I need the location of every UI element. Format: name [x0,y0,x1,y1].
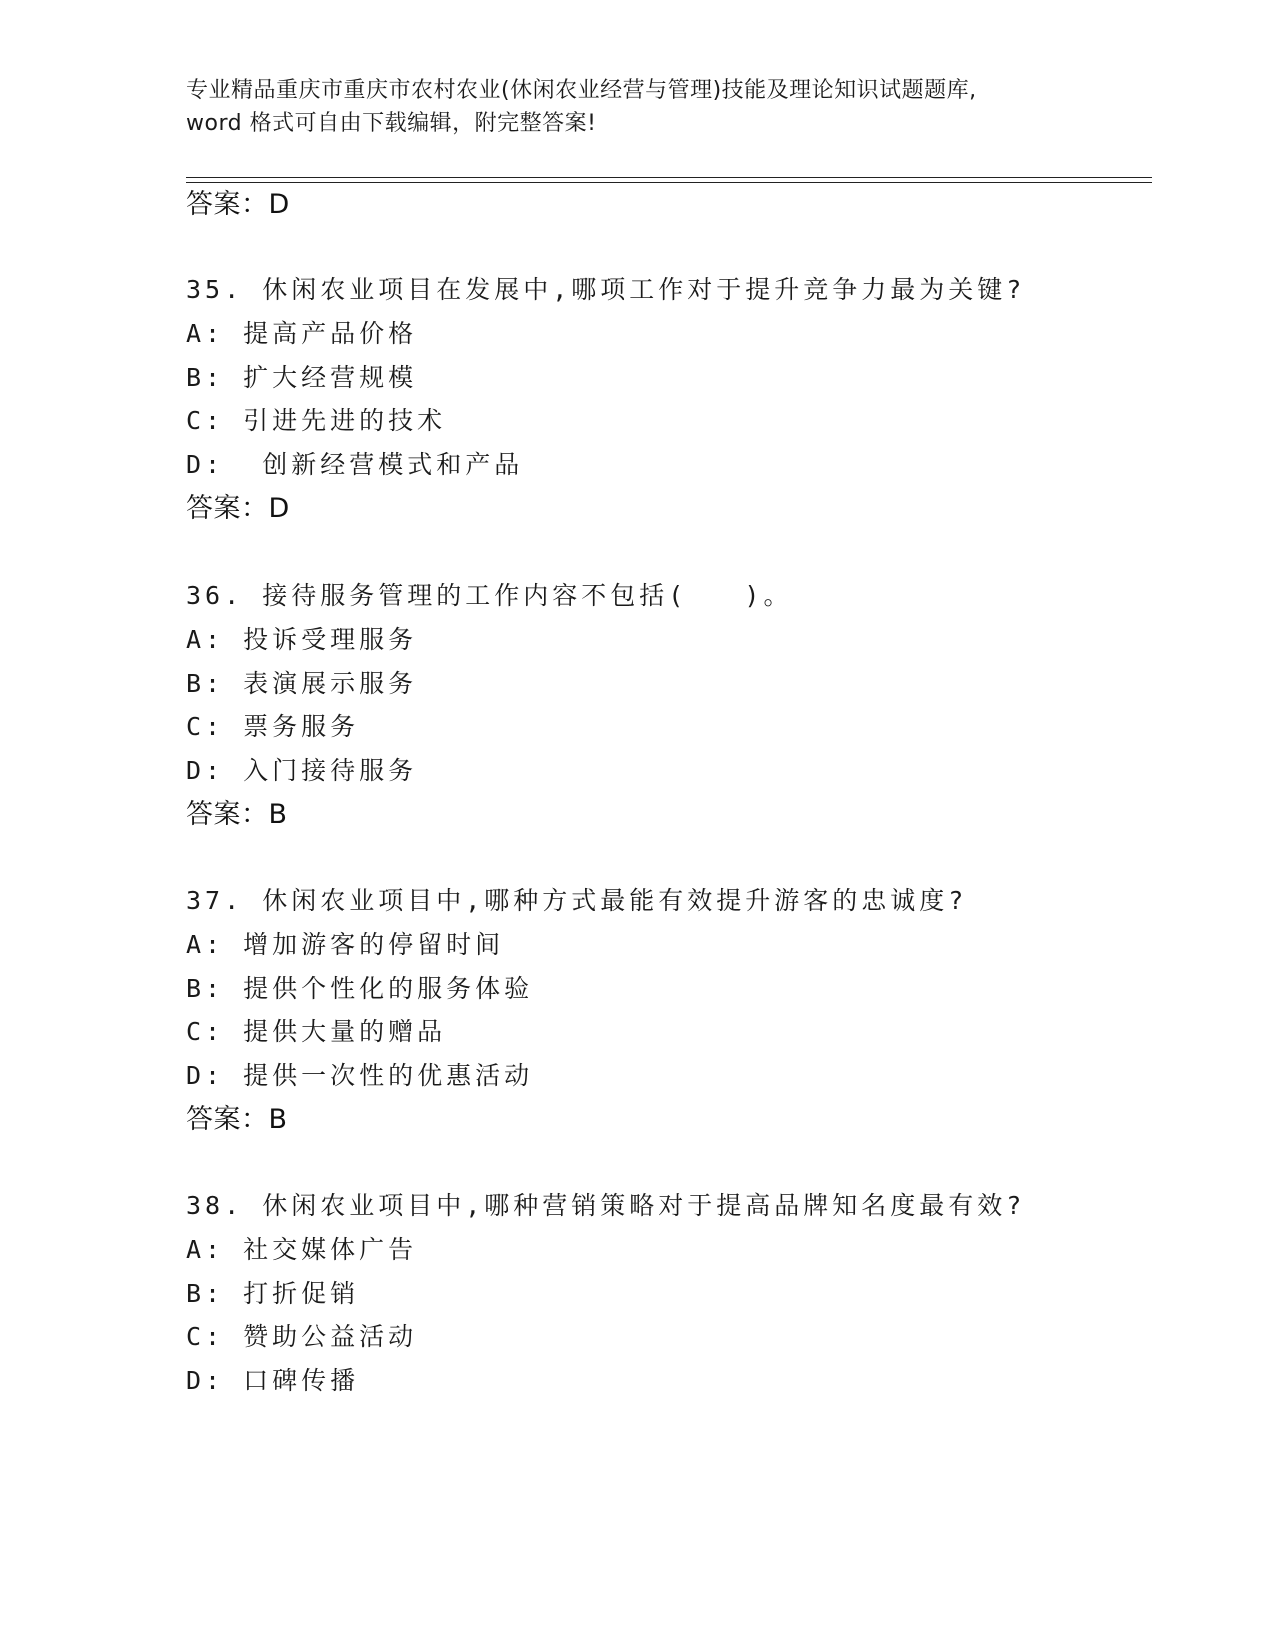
question-35-text: 35. 休闲农业项目在发展中,哪项工作对于提升竞争力最为关键? [186,275,1026,304]
previous-answer: 答案：D [186,189,290,220]
question-36-option-c: C: 票务服务 [186,712,360,741]
question-35-option-a: A: 提高产品价格 [186,319,418,348]
question-37-option-c: C: 提供大量的赠品 [186,1017,447,1046]
question-38-option-c: C: 赞助公益活动 [186,1322,418,1351]
question-37-option-b: B: 提供个性化的服务体验 [186,974,534,1003]
question-36-option-d: D: 入门接待服务 [186,756,418,785]
question-35-option-d: D: 创新经营模式和产品 [186,450,524,479]
question-37-answer: 答案：B [186,1104,288,1135]
question-38-option-b: B: 打折促销 [186,1279,360,1308]
question-36-option-b: B: 表演展示服务 [186,669,418,698]
question-35-answer: 答案：D [186,493,290,524]
question-37-option-d: D: 提供一次性的优惠活动 [186,1061,534,1090]
header-line-2: word 格式可自由下载编辑，附完整答案! [186,111,597,136]
document-header [186,74,1086,140]
header-line-1: 专业精品重庆市重庆市农村农业(休闲农业经营与管理)技能及理论知识试题题库, [186,78,977,103]
question-36-option-a: A: 投诉受理服务 [186,625,418,654]
question-38-text: 38. 休闲农业项目中,哪种营销策略对于提高品牌知名度最有效? [186,1191,1026,1220]
question-36-answer: 答案：B [186,799,288,830]
question-38-option-d: D: 口碑传播 [186,1366,360,1395]
question-35-option-c: C: 引进先进的技术 [186,406,447,435]
header-rule-top [186,177,1152,178]
question-35-option-b: B: 扩大经营规模 [186,363,418,392]
question-37-option-a: A: 增加游客的停留时间 [186,930,505,959]
header-rule-bottom [186,182,1152,183]
question-36-text: 36. 接待服务管理的工作内容不包括( )。 [186,581,793,610]
question-38-option-a: A: 社交媒体广告 [186,1235,418,1264]
question-37-text: 37. 休闲农业项目中,哪种方式最能有效提升游客的忠诚度? [186,886,968,915]
